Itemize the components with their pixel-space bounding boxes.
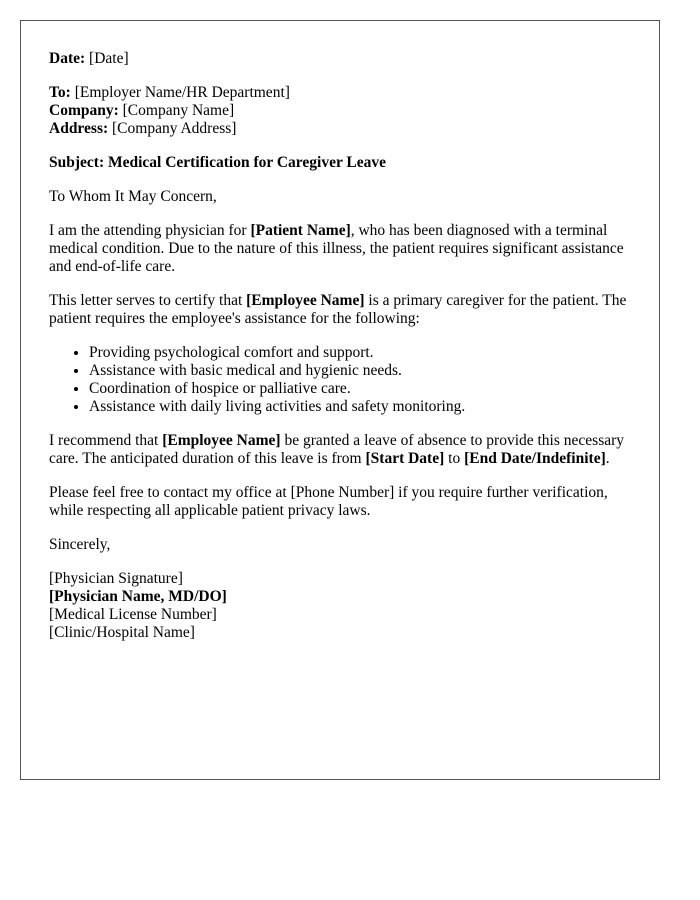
subject-line — [49, 154, 631, 172]
clinic-name: [Clinic/Hospital Name] — [49, 624, 195, 641]
para3-before: I recommend that — [49, 432, 163, 449]
address-value: [Company Address] — [112, 120, 237, 137]
date-label: Date: — [49, 50, 86, 67]
subject-text: Subject: Medical Certification for Caregiver Leave — [49, 154, 387, 171]
to-value: [Employer Name/HR Department] — [74, 84, 290, 101]
date-line — [49, 50, 631, 68]
company-value: [Company Name] — [122, 102, 235, 119]
closing: Sincerely, — [49, 536, 111, 553]
date-value: [Date] — [89, 50, 129, 67]
para3-middle: be granted a leave of absence to provide this necessary care. The anticipated duration of this leave is from — [49, 432, 625, 467]
paragraph-recommendation — [49, 432, 631, 468]
patient-name: [Patient Name] — [250, 222, 351, 239]
paragraph-contact: Please feel free to contact my office at [Phone Number] if you require further verification, while respecting all applicable patient privacy laws. — [49, 484, 608, 519]
employee-name: [Employee Name] — [246, 292, 365, 309]
letter-page — [20, 20, 660, 780]
para3-after: . — [605, 450, 610, 467]
company-line — [49, 102, 631, 120]
company-label: Company: — [49, 102, 119, 119]
license-number: [Medical License Number] — [49, 606, 217, 623]
paragraph-diagnosis — [49, 222, 631, 276]
list-item: • Coordination of hospice or palliative care. — [89, 380, 631, 398]
start-date: [Start Date] — [365, 450, 445, 467]
employee-name-recommendation: [Employee Name] — [162, 432, 281, 449]
address-label: Address: — [49, 120, 109, 137]
list-item: • Assistance with basic medical and hygienic needs. — [89, 362, 631, 380]
list-item: • Assistance with daily living activities and safety monitoring. — [89, 398, 631, 416]
to-label: To: — [49, 84, 71, 101]
signature-block — [49, 570, 631, 642]
end-date: [End Date/Indefinite] — [464, 450, 606, 467]
para1-after: , who has been diagnosed with a terminal medical condition. Due to the nature of this illness, the patient requires significant assistance and end-of-life care. — [49, 222, 624, 275]
list-item: • Providing psychological comfort and support. — [89, 344, 631, 362]
paragraph-certification — [49, 292, 631, 328]
para2-before: This letter serves to certify that — [49, 292, 247, 309]
para3-to: to — [444, 450, 465, 467]
salutation: To Whom It May Concern, — [49, 188, 217, 205]
to-line — [49, 84, 631, 102]
physician-name: [Physician Name, MD/DO] — [49, 588, 227, 605]
care-needs-list — [49, 344, 631, 416]
address-line — [49, 120, 631, 138]
para1-before: I am the attending physician for — [49, 222, 251, 239]
recipient-block — [49, 84, 631, 138]
signature-line: [Physician Signature] — [49, 570, 183, 587]
para2-after: is a primary caregiver for the patient. The patient requires the employee's assistance for the following: — [49, 292, 627, 327]
